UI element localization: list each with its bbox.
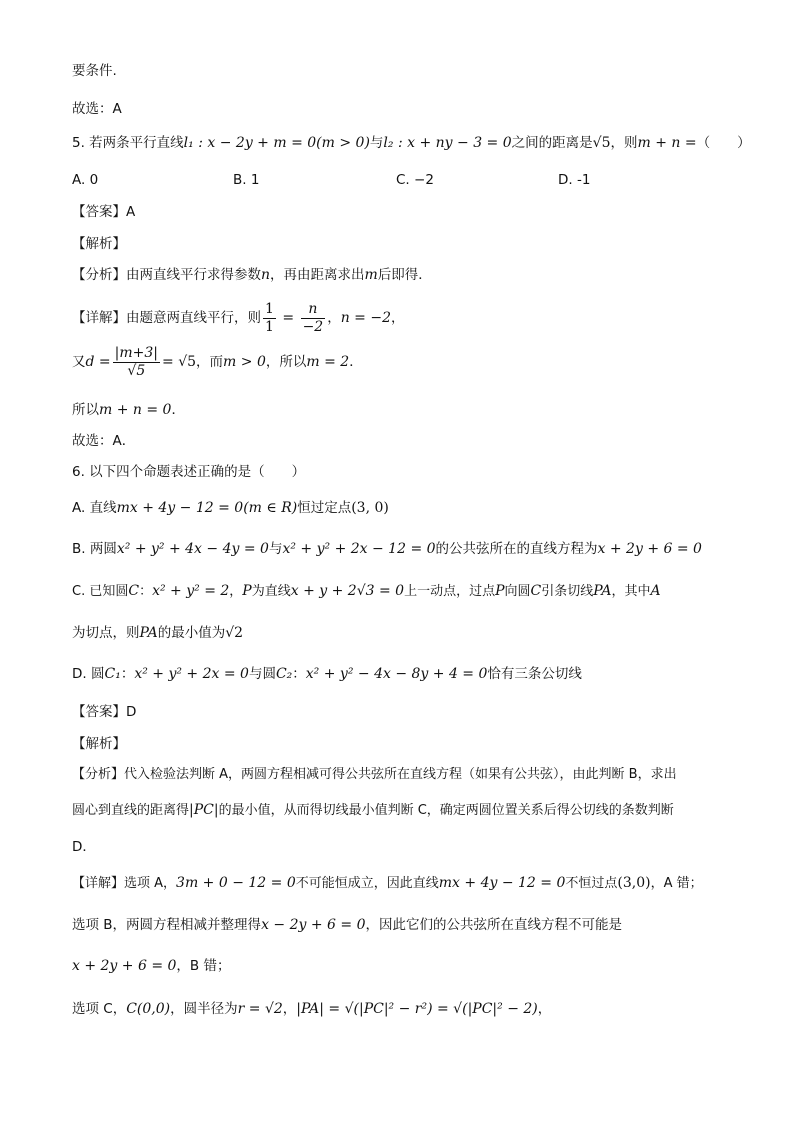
text-span: 后即得． bbox=[377, 267, 432, 283]
answer-6: 【答案】D bbox=[72, 704, 137, 720]
sum-line bbox=[72, 401, 185, 419]
math-span: x² + y² = 2 bbox=[152, 583, 230, 599]
math-span: m bbox=[364, 267, 378, 283]
text-span: 的最小值为 bbox=[157, 625, 226, 641]
math-span: mx + 4y − 12 = 0 bbox=[116, 500, 244, 516]
numerator: n bbox=[301, 301, 326, 319]
option-6c bbox=[72, 582, 661, 601]
text-span: ，其中 bbox=[611, 584, 651, 599]
math-span: x² + y² − 4x − 8y + 4 = 0 bbox=[305, 666, 488, 682]
analysis-6: 【分析】代入检验法判断 A，两圆方程相减可得公共弦所在直线方程（如果有公共弦），由此判断 B，求出 bbox=[72, 767, 677, 782]
fraction bbox=[263, 301, 276, 336]
denominator: −2 bbox=[302, 318, 324, 335]
q5-text: ，则 bbox=[610, 135, 638, 151]
distance-line bbox=[72, 344, 363, 380]
math-span: PA bbox=[139, 625, 158, 641]
answer-5: 【答案】A bbox=[72, 204, 136, 220]
text-span: ， bbox=[391, 310, 405, 326]
analysis-6-cont bbox=[72, 801, 674, 820]
math-span: C₁ bbox=[104, 666, 121, 682]
math-span: C bbox=[128, 583, 140, 599]
numerator: 1 bbox=[265, 300, 274, 317]
math-span: (3, 0) bbox=[351, 500, 389, 516]
text-span: 为切点，则 bbox=[72, 625, 140, 641]
text-span: ： bbox=[139, 584, 153, 599]
text-span: ， bbox=[537, 1001, 552, 1017]
option-6a bbox=[72, 499, 389, 517]
analysis-6-end: D． bbox=[72, 839, 96, 855]
text-span: 又 bbox=[72, 354, 86, 370]
math-span: |PA| = √(|PC|² − r²) = √(|PC|² − 2) bbox=[296, 1001, 538, 1017]
math-span: (3,0) bbox=[617, 875, 651, 891]
math-span: (m ∈ R) bbox=[243, 500, 298, 516]
text-span: B. 两圆 bbox=[72, 541, 117, 557]
math-span: |PC| bbox=[189, 802, 219, 818]
text-span: 【详解】由题意两直线平行，则 bbox=[72, 310, 261, 326]
math-span: r = √2 bbox=[237, 1001, 283, 1017]
detail-6d bbox=[72, 1000, 551, 1018]
fraction bbox=[301, 301, 326, 336]
option-6d bbox=[72, 665, 582, 683]
q5-text: 之间的距离是 bbox=[511, 135, 593, 151]
text-line: 要条件. bbox=[72, 63, 117, 79]
text-span: 的公共弦所在的直线方程为 bbox=[435, 541, 598, 557]
math-span: n = −2 bbox=[340, 310, 391, 326]
answer-paren: （ ） bbox=[696, 135, 751, 151]
math-span: C(0,0) bbox=[126, 1001, 171, 1017]
option-6c-cont bbox=[72, 624, 243, 642]
text-span: A. 直线 bbox=[72, 500, 117, 516]
text-span: ，而 bbox=[196, 354, 224, 370]
text-span: 的最小值，从而得切线最小值判断 C，确定两圆位置关系后得公切线的条数判断 bbox=[218, 803, 674, 818]
q5-number: 5. 若两条平行直线 bbox=[72, 135, 184, 151]
math-span: m > 0 bbox=[223, 354, 266, 370]
text-span: ，所以 bbox=[265, 354, 307, 370]
text-span: 不恒过点 bbox=[565, 876, 618, 891]
text-span: 上一动点，过点 bbox=[404, 584, 496, 599]
option-a: A. 0 bbox=[72, 172, 99, 188]
math-span: mx + 4y − 12 = 0 bbox=[438, 875, 566, 891]
text-span: 【分析】由两直线平行求得参数 bbox=[72, 267, 261, 283]
text-line: 故选：A bbox=[72, 101, 122, 117]
option-d: D. -1 bbox=[558, 172, 591, 188]
text-span: ，圆半径为 bbox=[170, 1001, 238, 1017]
text-span: 不可能恒成立，因此直线 bbox=[295, 876, 439, 891]
text-span: ， bbox=[327, 310, 341, 326]
math-span: x² + y² + 2x = 0 bbox=[134, 666, 249, 682]
detail-6a bbox=[72, 874, 703, 893]
text-span: ， bbox=[229, 584, 243, 599]
text-span: 引条切线 bbox=[541, 584, 594, 599]
text-span: ，再由距离求出 bbox=[270, 267, 365, 283]
q5-text: 与 bbox=[369, 135, 384, 151]
math-span: x² + y² + 4x − 4y = 0 bbox=[116, 541, 269, 557]
math-span: P bbox=[242, 583, 252, 599]
text-span: C. 已知圆 bbox=[72, 584, 129, 599]
math-span: PA bbox=[593, 583, 612, 599]
text-span: ，因此它们的公共弦所在直线方程不可能是 bbox=[365, 917, 622, 933]
math-span: m = 2 bbox=[306, 354, 350, 370]
math-span: x + 2y + 6 = 0 bbox=[597, 541, 702, 557]
math-span: x − 2y + 6 = 0 bbox=[261, 917, 366, 933]
denominator: √5 bbox=[127, 362, 146, 379]
distance-value: √5 bbox=[592, 135, 611, 151]
text-span: 为直线 bbox=[251, 584, 291, 599]
analysis-heading-6: 【解析】 bbox=[72, 736, 126, 752]
math-span: x + 2y + 6 = 0 bbox=[72, 958, 177, 974]
math-span: A bbox=[650, 583, 661, 599]
question-5 bbox=[72, 134, 751, 152]
math-span: m + n = 0 bbox=[99, 402, 172, 418]
text-span: ： bbox=[120, 666, 135, 682]
text-span: ，B 错； bbox=[176, 958, 231, 974]
text-span: 向圆 bbox=[504, 584, 531, 599]
text-span: ，A 错； bbox=[650, 876, 703, 891]
text-span: 恒过定点 bbox=[297, 500, 352, 516]
option-c: C. −2 bbox=[396, 172, 434, 188]
math-span: d = bbox=[85, 354, 111, 370]
fraction bbox=[113, 345, 160, 380]
option-6b bbox=[72, 540, 702, 558]
math-span: P bbox=[495, 583, 505, 599]
text-span: ： bbox=[292, 666, 306, 682]
text-span: 恰有三条公切线 bbox=[487, 666, 582, 682]
text-span: ． bbox=[349, 354, 363, 370]
text-span: 与圆 bbox=[248, 666, 276, 682]
q5-ask: m + n = bbox=[637, 135, 697, 151]
line1-equation: l₁ : x − 2y + m = 0(m > 0) bbox=[183, 135, 370, 151]
text-span: 【详解】选项 A， bbox=[72, 876, 177, 891]
detail-6b bbox=[72, 916, 622, 934]
text-span: ， bbox=[282, 1001, 297, 1017]
equals: = bbox=[277, 310, 299, 326]
math-span: x + y + 2√3 = 0 bbox=[290, 583, 405, 599]
math-span: n bbox=[261, 267, 271, 283]
math-span: 3m + 0 − 12 = 0 bbox=[176, 875, 296, 891]
detail-5 bbox=[72, 300, 405, 336]
analysis-heading-5: 【解析】 bbox=[72, 236, 126, 252]
detail-6c bbox=[72, 957, 230, 975]
denominator: 1 bbox=[265, 318, 274, 335]
text-span: 与 bbox=[268, 541, 283, 557]
analysis-5 bbox=[72, 266, 432, 284]
math-span: x² + y² + 2x − 12 = 0 bbox=[282, 541, 436, 557]
text-span: 圆心到直线的距离得 bbox=[72, 803, 190, 818]
math-span: √2 bbox=[225, 625, 244, 641]
math-span: = √5 bbox=[162, 354, 197, 370]
text-span: ． bbox=[171, 402, 185, 418]
option-b: B. 1 bbox=[233, 172, 260, 188]
math-span: C₂ bbox=[275, 666, 293, 682]
text-span: D. 圆 bbox=[72, 666, 105, 682]
select-5: 故选：A． bbox=[72, 433, 136, 449]
text-span: 选项 C， bbox=[72, 1001, 127, 1017]
question-6: 6. 以下四个命题表述正确的是（ ） bbox=[72, 464, 306, 480]
text-span: 所以 bbox=[72, 402, 99, 418]
numerator: |m+3| bbox=[114, 344, 159, 361]
text-span: 选项 B，两圆方程相减并整理得 bbox=[72, 917, 262, 933]
math-span: C bbox=[530, 583, 542, 599]
line2-equation: l₂ : x + ny − 3 = 0 bbox=[383, 135, 512, 151]
